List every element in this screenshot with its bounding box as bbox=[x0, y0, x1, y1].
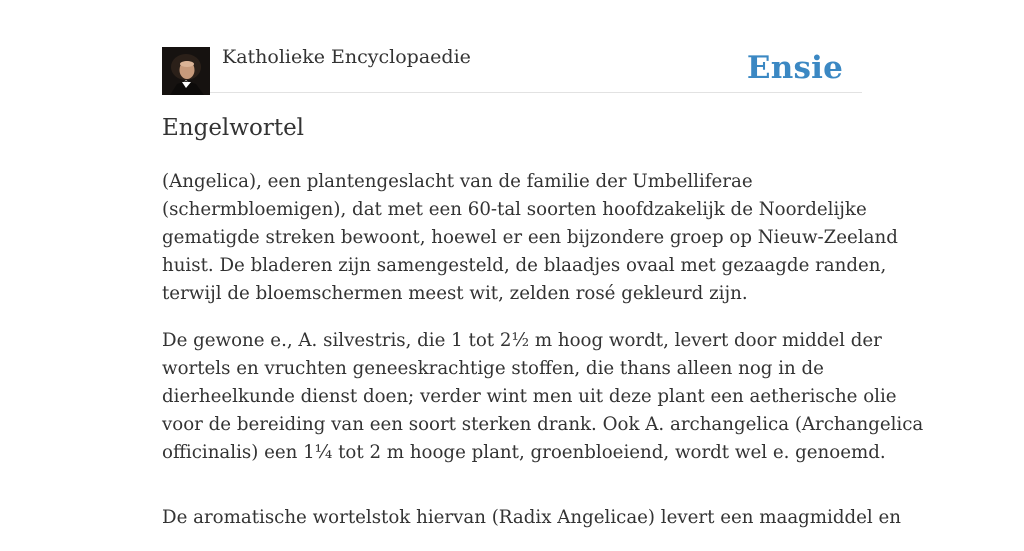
text-line: officinalis) een 1¼ tot 2 m hooge plant, groenbloeiend, wordt wel e. genoemd. bbox=[162, 442, 886, 463]
brand-logo[interactable]: Ensie bbox=[746, 50, 843, 86]
portrait-icon bbox=[162, 47, 210, 95]
page bbox=[162, 0, 924, 528]
text-line: terwijl de bloemschermen meest wit, zelden rosé gekleurd zijn. bbox=[162, 283, 748, 304]
text-line: (schermbloemigen), dat met een 60-tal soorten hoofdzakelijk de Noordelijke bbox=[162, 199, 867, 220]
text-line: De gewone e., A. silvestris, die 1 tot 2½ m hoog wordt, levert door middel der bbox=[162, 330, 882, 351]
text-line: wortels en vruchten geneeskrachtige stoffen, die thans alleen nog in de bbox=[162, 358, 824, 379]
text-line: dierheelkunde dienst doen; verder wint men uit deze plant een aetherische olie bbox=[162, 386, 897, 407]
source-name[interactable]: Katholieke Encyclopaedie bbox=[222, 46, 471, 68]
portrait-avatar-icon[interactable] bbox=[162, 47, 210, 95]
text-line: huist. De bladeren zijn samengesteld, de blaadjes ovaal met gezaagde randen, bbox=[162, 255, 887, 276]
paragraph bbox=[162, 327, 924, 467]
text-line: (Angelica), een plantengeslacht van de familie der Umbelliferae bbox=[162, 171, 753, 192]
article-body bbox=[162, 168, 924, 551]
text-line: gematigde streken bewoont, hoewel er een bijzondere groep op Nieuw-Zeeland bbox=[162, 227, 898, 248]
text-line: De aromatische wortelstok hiervan (Radix Angelicae) levert een maagmiddel en bbox=[162, 507, 901, 528]
paragraph bbox=[162, 504, 901, 532]
article-title: Engelwortel bbox=[162, 115, 305, 141]
header bbox=[162, 0, 862, 93]
text-line: voor de bereiding van een soort sterken drank. Ook A. archangelica (Archangelica bbox=[162, 414, 924, 435]
paragraph bbox=[162, 168, 898, 308]
